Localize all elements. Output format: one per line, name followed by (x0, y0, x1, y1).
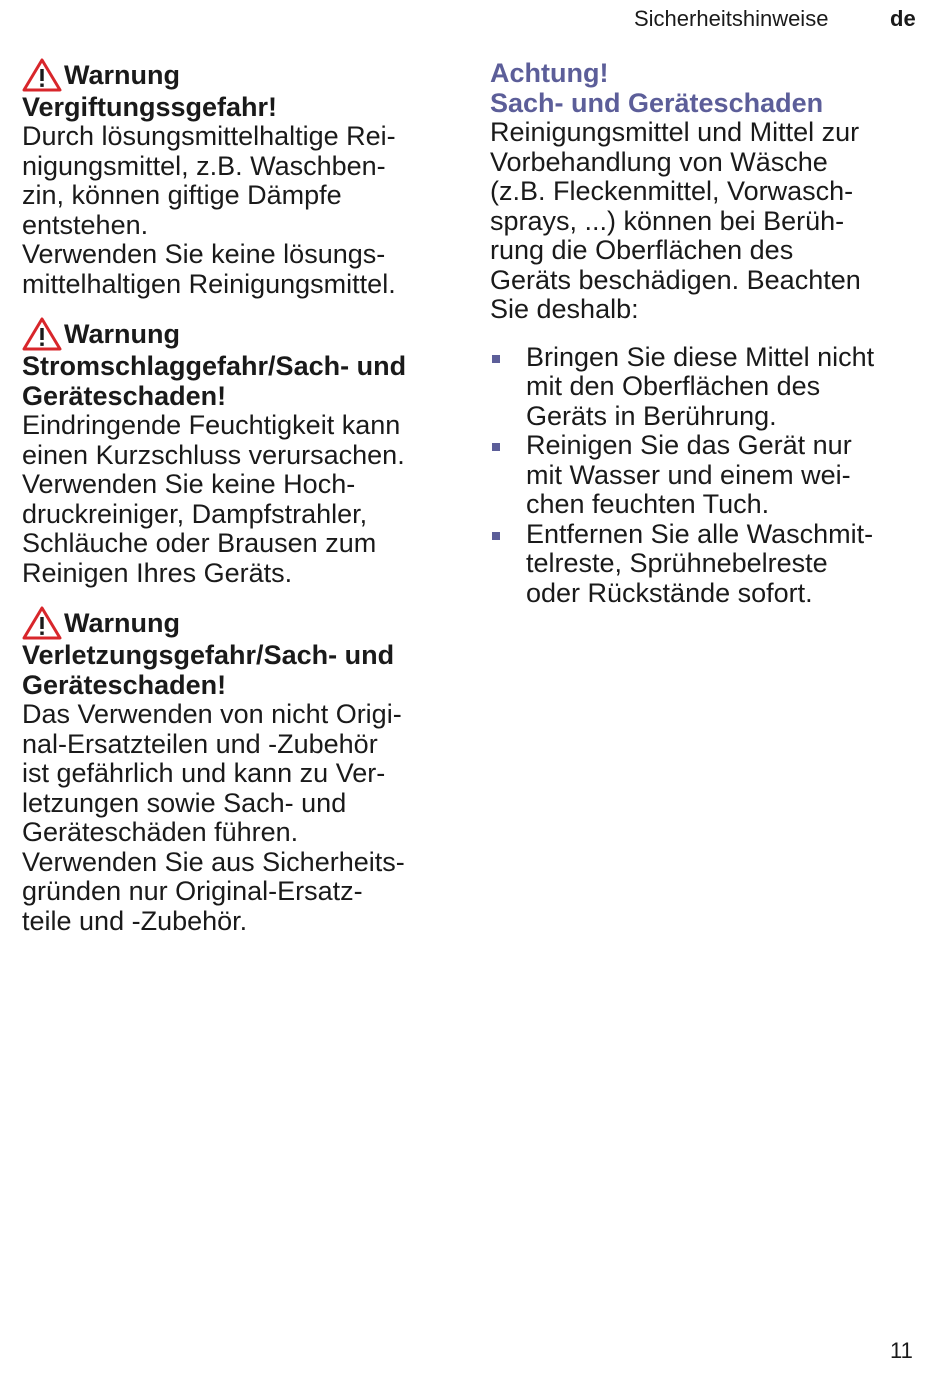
list-item-line: mit Wasser und einem wei- (526, 459, 851, 490)
warning-text-line: Verwenden Sie keine lösungs- (22, 239, 386, 269)
list-item-line: Entfernen Sie alle Waschmit- (526, 518, 874, 549)
warning-block-electric-shock (22, 317, 462, 588)
warning-label: Warnung (64, 608, 180, 638)
caution-intro-line: Vorbehandlung von Wäsche (490, 146, 828, 177)
warning-text-line: entstehen. (22, 209, 149, 240)
warning-text-line: Geräteschäden führen. (22, 817, 299, 847)
list-item-line: chen feuchten Tuch. (526, 489, 770, 519)
warning-title-line: Verletzungsgefahr/Sach- und (22, 640, 395, 670)
caution-intro-line: rung die Oberflächen des (490, 235, 794, 265)
warning-text-line: druckreiniger, Dampfstrahler, (22, 498, 368, 529)
warning-title-line: Geräteschaden! (22, 381, 227, 411)
warning-text-line: Reinigen Ihres Geräts. (22, 557, 293, 588)
caution-intro-line: Sie deshalb: (490, 294, 639, 324)
list-item (490, 520, 930, 609)
warning-text-line: Schläuche oder Brausen zum (22, 528, 377, 558)
warning-label: Warnung (64, 319, 180, 349)
caution-intro-line: Reinigungsmittel und Mittel zur (490, 117, 860, 147)
warning-text-line: gründen nur Original-Ersatz- (22, 876, 363, 906)
warning-title-line: Stromschlaggefahr/Sach- und (22, 351, 407, 381)
warning-heading (22, 58, 462, 92)
warning-text-line: nigungsmittel, z.B. Waschben- (22, 150, 386, 181)
bullet-square-icon (492, 532, 500, 540)
warning-text-line: Durch lösungsmittelhaltige Rei- (22, 121, 396, 151)
warning-text-line: zin, können giftige Dämpfe (22, 180, 342, 210)
warning-title-line: Geräteschaden! (22, 670, 227, 700)
warning-text-line: ist gefährlich und kann zu Ver- (22, 758, 386, 788)
warning-text-line: teile und -Zubehör. (22, 905, 248, 936)
left-column (22, 58, 462, 954)
bullet-square-icon (492, 443, 500, 451)
warning-block-injury (22, 606, 462, 936)
list-item (490, 431, 930, 520)
warning-text-line: Das Verwenden von nicht Origi- (22, 699, 402, 729)
warning-label: Warnung (64, 60, 180, 90)
page-number: 11 (890, 1338, 913, 1363)
warning-text-line: einen Kurzschluss verursachen. (22, 439, 405, 470)
caution-bullet-list (490, 343, 930, 609)
warning-triangle-icon (22, 317, 62, 351)
warning-heading (22, 606, 462, 640)
warning-text-line: Verwenden Sie aus Sicherheits- (22, 846, 405, 877)
list-item-line: mit den Oberflächen des (526, 371, 821, 401)
caution-intro-line: Geräts beschädigen. Beachten (490, 264, 861, 295)
caution-intro-line: (z.B. Fleckenmittel, Vorwasch- (490, 176, 854, 206)
warning-block-poisoning (22, 58, 462, 299)
warning-title-line: Vergiftungssgefahr! (22, 92, 278, 122)
list-item-line: Geräts in Berührung. (526, 400, 777, 431)
warning-triangle-icon (22, 606, 62, 640)
warning-text-line: nal-Ersatzteilen und -Zubehör (22, 728, 378, 759)
running-header-section: Sicherheitshinweise (634, 6, 829, 31)
warning-triangle-icon (22, 58, 62, 92)
list-item-line: oder Rückstände sofort. (526, 577, 813, 608)
warning-text-line: letzungen sowie Sach- und (22, 787, 347, 818)
running-header-language: de (890, 6, 916, 31)
list-item (490, 343, 930, 432)
warning-text-line: Eindringende Feuchtigkeit kann (22, 410, 401, 440)
caution-intro-line: sprays, ...) können bei Berüh- (490, 205, 845, 236)
list-item-line: Reinigen Sie das Gerät nur (526, 430, 852, 460)
right-column (490, 58, 930, 608)
warning-text-line: mittelhaltigen Reinigungsmittel. (22, 268, 396, 299)
caution-subheading: Sach- und Geräteschaden (490, 88, 824, 118)
warning-text-line: Verwenden Sie keine Hoch- (22, 469, 356, 499)
caution-heading: Achtung! (490, 58, 609, 88)
list-item-line: Bringen Sie diese Mittel nicht (526, 341, 875, 372)
warning-heading (22, 317, 462, 351)
list-item-line: telreste, Sprühnebelreste (526, 548, 828, 578)
bullet-square-icon (492, 355, 500, 363)
